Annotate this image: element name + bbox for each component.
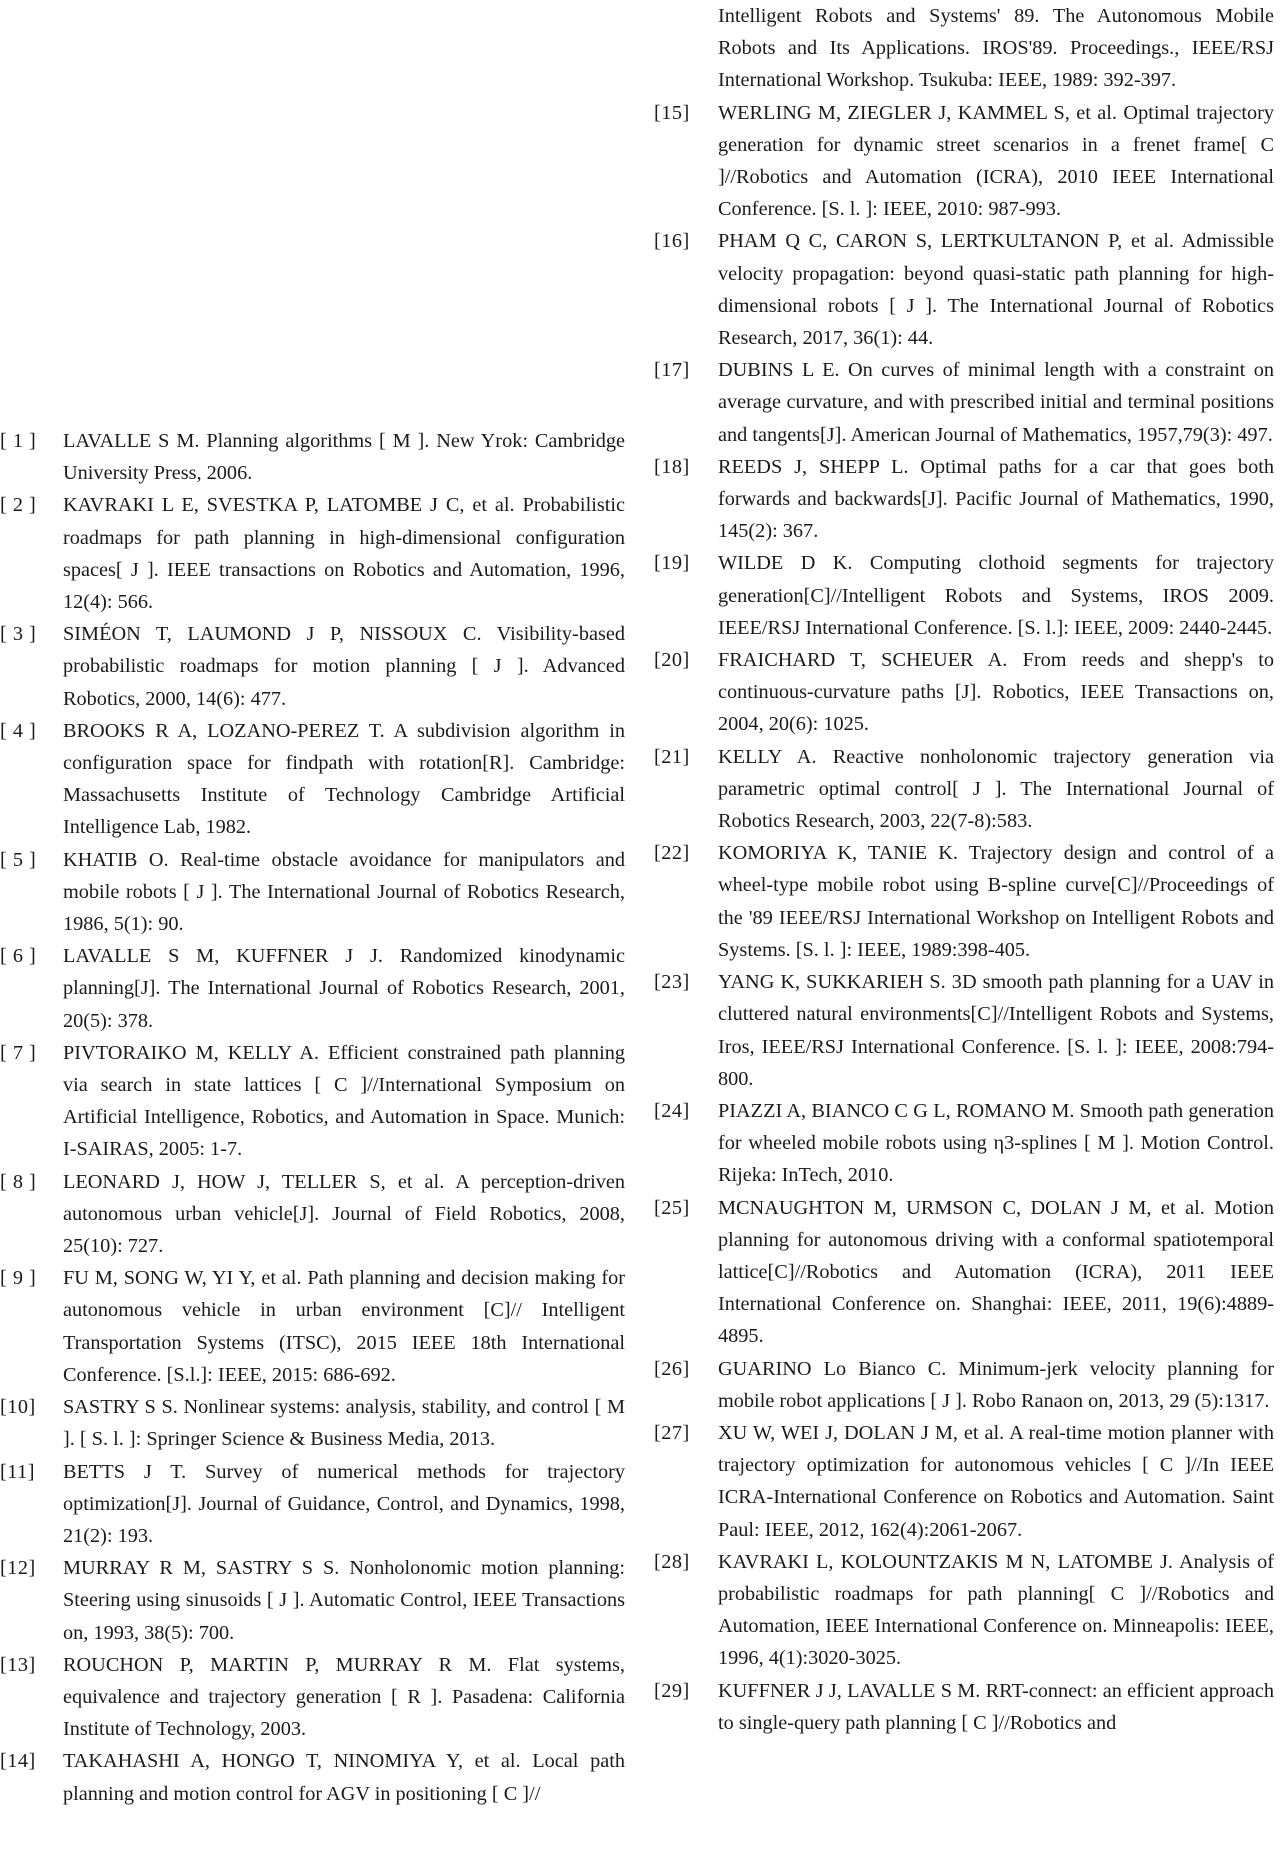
reference-text: WERLING M, ZIEGLER J, KAMMEL S, et al. Optimal trajectory generation for dynamic street scenarios in a frenet frame[ C ]//Robotics and Automation (ICRA), 2010 IEEE International Conference. [S. l. ]: IEEE, 2010: 987-993. xyxy=(718,101,1274,221)
reference-text: KELLY A. Reactive nonholonomic trajectory generation via parametric optimal control[ J ]. The International Journal of Robotics Research, 2003, 22(7-8):583. xyxy=(718,745,1274,833)
reference-number: [ 3 ] xyxy=(0,623,37,646)
reference-entry xyxy=(0,1745,625,1809)
reference-entry xyxy=(0,425,625,489)
reference-entry xyxy=(0,940,625,1037)
reference-text: GUARINO Lo Bianco C. Minimum-jerk velocity planning for mobile robot applications [ J ]. Robo Ranaon on, 2013, 29 (5):1317. xyxy=(718,1357,1274,1412)
reference-number: [11] xyxy=(0,1460,36,1483)
reference-number: [26] xyxy=(654,1357,690,1380)
reference-text: KOMORIYA K, TANIE K. Trajectory design and control of a wheel-type mobile robot using B-spline curve[C]//Proceedings of the '89 IEEE/RSJ International Workshop on Intelligent Robots and Systems. [S. l. ]: IEEE, 1989:398-405. xyxy=(718,842,1274,961)
reference-number: [ 7 ] xyxy=(0,1041,37,1064)
reference-entry xyxy=(654,837,1274,966)
reference-entry xyxy=(654,225,1274,354)
reference-number: [25] xyxy=(654,1196,690,1219)
reference-number: [17] xyxy=(654,359,690,382)
reference-text: MCNAUGHTON M, URMSON C, DOLAN J M, et al. Motion planning for autonomous driving with a conformal spatiotemporal lattice[C]//Robotics and Automation (ICRA), 2011 IEEE International Conference on. Shanghai: IEEE, 2011, 19(6):4889-4895. xyxy=(718,1196,1274,1348)
reference-text: KAVRAKI L, KOLOUNTZAKIS M N, LATOMBE J. Analysis of probabilistic roadmaps for path planning[ C ]//Robotics and Automation, IEEE International Conference on. Minneapolis: IEEE, 1996, 4(1):3020-3025. xyxy=(718,1550,1274,1670)
reference-number: [29] xyxy=(654,1679,690,1702)
reference-entry xyxy=(654,1546,1274,1675)
reference-number: [ 6 ] xyxy=(0,945,37,968)
reference-number: [22] xyxy=(654,842,690,865)
reference-text: PIAZZI A, BIANCO C G L, ROMANO M. Smooth path generation for wheeled mobile robots using η3-splines [ M ]. Motion Control. Rijeka: InTech, 2010. xyxy=(718,1099,1274,1187)
reference-text: YANG K, SUKKARIEH S. 3D smooth path planning for a UAV in cluttered natural environments[C]//Intelligent Robots and Systems, Iros, IEEE/RSJ International Conference. [S. l. ]: IEEE, 2008:794-800. xyxy=(718,971,1274,1090)
reference-text: SASTRY S S. Nonlinear systems: analysis, stability, and control [ M ]. [ S. l. ]: Springer Science & Business Media, 2013. xyxy=(63,1396,625,1451)
reference-entry xyxy=(654,966,1274,1095)
reference-entry xyxy=(654,1353,1274,1417)
reference-number: [28] xyxy=(654,1550,690,1573)
reference-column-left xyxy=(0,0,625,1810)
reference-text: LEONARD J, HOW J, TELLER S, et al. A perception-driven autonomous urban vehicle[J]. Journal of Field Robotics, 2008, 25(10): 727. xyxy=(63,1170,625,1258)
reference-entry xyxy=(654,451,1274,548)
reference-column-right xyxy=(654,0,1274,1739)
reference-entry xyxy=(654,1675,1274,1739)
reference-number: [ 8 ] xyxy=(0,1170,37,1193)
reference-number: [14] xyxy=(0,1750,36,1773)
reference-entry xyxy=(0,1456,625,1553)
reference-entry xyxy=(0,1649,625,1746)
reference-entry xyxy=(0,715,625,844)
reference-entry xyxy=(0,1391,625,1455)
reference-number: [23] xyxy=(654,971,690,994)
reference-number: [ 4 ] xyxy=(0,719,37,742)
reference-text: REEDS J, SHEPP L. Optimal paths for a car that goes both forwards and backwards[J]. Pacific Journal of Mathematics, 1990, 145(2): 367. xyxy=(718,455,1274,543)
reference-entry xyxy=(654,644,1274,741)
reference-text: MURRAY R M, SASTRY S S. Nonholonomic motion planning: Steering using sinusoids [ J ]. Automatic Control, IEEE Transactions on, 1993, 38(5): 700. xyxy=(63,1557,625,1644)
reference-entry xyxy=(654,741,1274,838)
reference-entry xyxy=(0,1037,625,1166)
reference-entry xyxy=(0,618,625,715)
reference-number: [20] xyxy=(654,649,690,672)
reference-text: PIVTORAIKO M, KELLY A. Efficient constrained path planning via search in state lattices [ C ]//International Symposium on Artificial Intelligence, Robotics, and Automation in Space. Munich: I-SAIRAS, 2005: 1-7. xyxy=(63,1041,625,1161)
reference-text: DUBINS L E. On curves of minimal length with a constraint on average curvature, and with prescribed initial and terminal positions and tangents[J]. American Journal of Mathematics, 1957,79(3): 497. xyxy=(718,359,1274,446)
reference-entry xyxy=(0,844,625,941)
reference-number: [ 2 ] xyxy=(0,494,37,517)
reference-number: [ 9 ] xyxy=(0,1267,37,1290)
reference-text: WILDE D K. Computing clothoid segments for trajectory generation[C]//Intelligent Robots and Systems, IROS 2009. IEEE/RSJ International Conference. [S. l.]: IEEE, 2009: 2440-2445. xyxy=(718,552,1274,639)
reference-entry xyxy=(654,354,1274,451)
reference-text: KHATIB O. Real-time obstacle avoidance for manipulators and mobile robots [ J ]. The International Journal of Robotics Research, 1986, 5(1): 90. xyxy=(63,848,625,936)
reference-number: [16] xyxy=(654,230,690,253)
reference-number: [27] xyxy=(654,1421,690,1444)
reference-text: FRAICHARD T, SCHEUER A. From reeds and shepp's to continuous-curvature paths [J]. Robotics, IEEE Transactions on, 2004, 20(6): 1025. xyxy=(718,649,1274,736)
reference-number: [15] xyxy=(654,101,690,124)
reference-number: [24] xyxy=(654,1099,690,1122)
reference-text: FU M, SONG W, YI Y, et al. Path planning and decision making for autonomous vehicle in urban environment [C]// Intelligent Transportation Systems (ITSC), 2015 IEEE 18th International Conference. [S.l.]: IEEE, 2015: 686-692. xyxy=(63,1267,625,1386)
reference-entry xyxy=(654,547,1274,644)
reference-text: KUFFNER J J, LAVALLE S M. RRT-connect: an efficient approach to single-query path planning [ C ]//Robotics and xyxy=(718,1679,1274,1734)
reference-text: KAVRAKI L E, SVESTKA P, LATOMBE J C, et al. Probabilistic roadmaps for path planning in high-dimensional configuration spaces[ J ]. IEEE transactions on Robotics and Automation, 1996, 12(4): 566. xyxy=(63,494,625,614)
reference-entry xyxy=(0,1262,625,1391)
reference-text: SIMÉON T, LAUMOND J P, NISSOUX C. Visibility-based probabilistic roadmaps for motion planning [ J ]. Advanced Robotics, 2000, 14(6): 477. xyxy=(63,623,625,710)
reference-number: [ 1 ] xyxy=(0,430,37,452)
reference-text: PHAM Q C, CARON S, LERTKULTANON P, et al. Admissible velocity propagation: beyond quasi-static path planning for high-dimensional robots [ J ]. The International Journal of Robotics Research, 2017, 36(1): 44. xyxy=(718,230,1274,350)
reference-number: [21] xyxy=(654,745,690,768)
reference-entry xyxy=(654,0,1274,97)
reference-entry xyxy=(0,1552,625,1649)
reference-text: LAVALLE S M. Planning algorithms [ M ]. New Yrok: Cambridge University Press, 2006. xyxy=(63,430,625,485)
reference-number: [19] xyxy=(654,552,690,575)
reference-text: Intelligent Robots and Systems' 89. The Autonomous Mobile Robots and Its Applications. IROS'89. Proceedings., IEEE/RSJ International Workshop. Tsukuba: IEEE, 1989: 392-397. xyxy=(718,5,1274,92)
reference-text: ROUCHON P, MARTIN P, MURRAY R M. Flat systems, equivalence and trajectory generation [ R ]. Pasadena: California Institute of Technology, 2003. xyxy=(63,1653,625,1741)
reference-entry xyxy=(654,1095,1274,1192)
reference-number: [10] xyxy=(0,1396,36,1419)
reference-number: [ 5 ] xyxy=(0,848,37,871)
reference-number: [12] xyxy=(0,1557,36,1580)
reference-text: LAVALLE S M, KUFFNER J J. Randomized kinodynamic planning[J]. The International Journal of Robotics Research, 2001, 20(5): 378. xyxy=(63,945,625,1032)
reference-entry xyxy=(0,489,625,618)
reference-number: [13] xyxy=(0,1653,36,1676)
reference-entry xyxy=(654,1192,1274,1353)
reference-text: BETTS J T. Survey of numerical methods for trajectory optimization[J]. Journal of Guidance, Control, and Dynamics, 1998, 21(2): 193. xyxy=(63,1460,625,1547)
reference-text: XU W, WEI J, DOLAN J M, et al. A real-time motion planner with trajectory optimization for autonomous vehicles [ C ]//In IEEE ICRA-International Conference on Robotics and Automation. Saint Paul: IEEE, 2012, 162(4):2061-2067. xyxy=(718,1421,1274,1541)
reference-number: [18] xyxy=(654,455,690,478)
reference-text: BROOKS R A, LOZANO-PEREZ T. A subdivision algorithm in configuration space for findpath with rotation[R]. Cambridge: Massachusetts Institute of Technology Cambridge Artificial Intelligence Lab, 1982. xyxy=(63,719,625,839)
reference-entry xyxy=(654,97,1274,226)
reference-entry xyxy=(654,1417,1274,1546)
reference-text: TAKAHASHI A, HONGO T, NINOMIYA Y, et al. Local path planning and motion control for AGV in positioning [ C ]// xyxy=(63,1750,625,1805)
reference-entry xyxy=(0,1166,625,1263)
